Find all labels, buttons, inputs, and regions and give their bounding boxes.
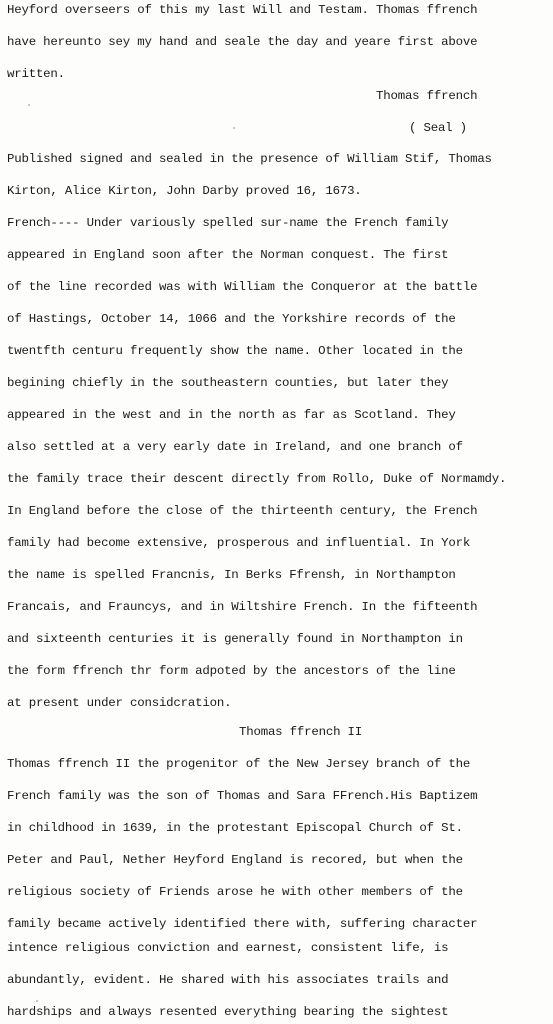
text-line: Heyford overseers of this my last Will and Testam. Thomas ffrench bbox=[7, 3, 478, 17]
text-line: hardships and always resented everything bearing the sightest bbox=[7, 1005, 449, 1019]
text-line: abundantly, evident. He shared with his associates trails and bbox=[7, 973, 449, 987]
text-line: In England before the close of the thirteenth century, the French bbox=[7, 504, 478, 518]
text-line: the name is spelled Francnis, In Berks Ffrensh, in Northampton bbox=[7, 568, 456, 582]
text-line: written. bbox=[7, 67, 65, 81]
seal-mark: ( Seal ) bbox=[409, 121, 467, 135]
text-line: appeared in England soon after the Norman conquest. The first bbox=[7, 248, 449, 262]
text-line: of Hastings, October 14, 1066 and the Yorkshire records of the bbox=[7, 312, 456, 326]
text-line: Kirton, Alice Kirton, John Darby proved 16, 1673. bbox=[7, 184, 362, 198]
text-line: French family was the son of Thomas and Sara FFrench.His Baptizem bbox=[7, 789, 478, 803]
text-line: Peter and Paul, Nether Heyford England is recored, but when the bbox=[7, 853, 463, 867]
text-line: French---- Under variously spelled sur-name the French family bbox=[7, 216, 449, 230]
paper-speck bbox=[36, 1000, 38, 1002]
text-line: religious society of Friends arose he with other members of the bbox=[7, 885, 463, 899]
text-line: intence religious conviction and earnest, consistent life, is bbox=[7, 941, 449, 955]
section-heading: Thomas ffrench II bbox=[239, 725, 363, 739]
text-line: appeared in the west and in the north as far as Scotland. They bbox=[7, 408, 456, 422]
text-line: Francais, and Frauncys, and in Wiltshire French. In the fifteenth bbox=[7, 600, 478, 614]
paper-speck bbox=[28, 104, 30, 106]
text-line: also settled at a very early date in Ireland, and one branch of bbox=[7, 440, 463, 454]
paper-speck bbox=[233, 127, 235, 129]
text-line: at present under considcration. bbox=[7, 696, 232, 710]
text-line: have hereunto sey my hand and seale the day and yeare first above bbox=[7, 35, 478, 49]
text-line: Thomas ffrench II the progenitor of the New Jersey branch of the bbox=[7, 757, 471, 771]
text-line: twentfth centuru frequently show the name. Other located in the bbox=[7, 344, 463, 358]
text-line: Published signed and sealed in the presence of William Stif, Thomas bbox=[7, 152, 492, 166]
text-line: begining chiefly in the southeastern counties, but later they bbox=[7, 376, 449, 390]
text-line: family became actively identified there with, suffering character bbox=[7, 917, 478, 931]
text-line: in childhood in 1639, in the protestant Episcopal Church of St. bbox=[7, 821, 463, 835]
text-line: family had become extensive, prosperous and influential. In York bbox=[7, 536, 471, 550]
text-line: of the line recorded was with William the Conqueror at the battle bbox=[7, 280, 478, 294]
text-line: and sixteenth centuries it is generally found in Northampton in bbox=[7, 632, 463, 646]
signature-name: Thomas ffrench bbox=[376, 89, 478, 103]
text-line: the family trace their descent directly from Rollo, Duke of Normamdy. bbox=[7, 472, 507, 486]
text-line: the form ffrench thr form adpoted by the ancestors of the line bbox=[7, 664, 456, 678]
